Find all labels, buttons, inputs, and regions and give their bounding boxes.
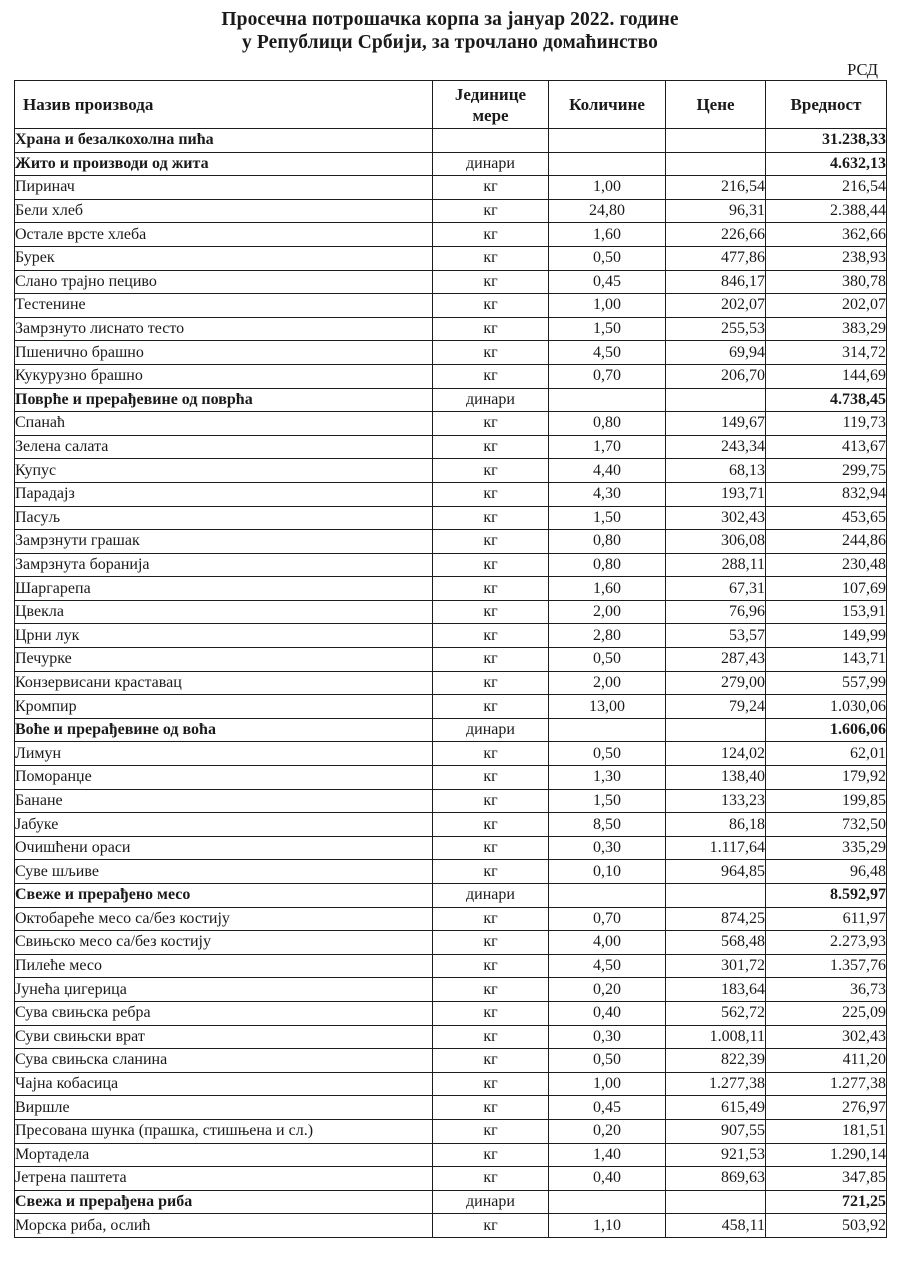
quantity-cell: 13,00 <box>549 695 666 719</box>
table-row <box>15 1025 887 1049</box>
table-row <box>15 294 887 318</box>
value-cell: 216,54 <box>766 176 887 200</box>
table-row <box>15 789 887 813</box>
unit-cell: динари <box>433 388 549 412</box>
table-row <box>15 648 887 672</box>
unit-cell: кг <box>433 341 549 365</box>
table-row <box>15 435 887 459</box>
unit-cell: динари <box>433 884 549 908</box>
quantity-cell: 0,80 <box>549 553 666 577</box>
unit-cell <box>433 129 549 153</box>
quantity-cell <box>549 1190 666 1214</box>
price-cell: 301,72 <box>666 954 766 978</box>
unit-cell: кг <box>433 1072 549 1096</box>
quantity-cell: 1,60 <box>549 223 666 247</box>
table-row <box>15 742 887 766</box>
unit-cell: кг <box>433 1214 549 1238</box>
value-cell: 347,85 <box>766 1167 887 1191</box>
quantity-cell: 8,50 <box>549 813 666 837</box>
product-name-cell: Морска риба, ослић <box>15 1214 433 1238</box>
unit-cell: кг <box>433 1049 549 1073</box>
table-row <box>15 1096 887 1120</box>
product-name-cell: Воће и прерађевине од воћа <box>15 718 433 742</box>
product-name-cell: Поврће и прерађевине од поврћа <box>15 388 433 412</box>
product-name-cell: Чајна кобасица <box>15 1072 433 1096</box>
table-row <box>15 860 887 884</box>
price-cell: 193,71 <box>666 482 766 506</box>
product-name-cell: Кукурузно брашно <box>15 364 433 388</box>
unit-cell: кг <box>433 1001 549 1025</box>
unit-cell: кг <box>433 364 549 388</box>
price-cell: 1.277,38 <box>666 1072 766 1096</box>
value-cell: 557,99 <box>766 671 887 695</box>
price-cell <box>666 718 766 742</box>
table-row <box>15 836 887 860</box>
unit-cell: динари <box>433 1190 549 1214</box>
price-cell: 149,67 <box>666 412 766 436</box>
table-row <box>15 364 887 388</box>
value-cell: 411,20 <box>766 1049 887 1073</box>
price-cell: 79,24 <box>666 695 766 719</box>
value-cell: 1.606,06 <box>766 718 887 742</box>
unit-cell: кг <box>433 1167 549 1191</box>
table-row <box>15 341 887 365</box>
unit-cell: кг <box>433 836 549 860</box>
value-cell: 302,43 <box>766 1025 887 1049</box>
quantity-cell: 2,80 <box>549 624 666 648</box>
product-name-cell: Парадајз <box>15 482 433 506</box>
value-cell: 149,99 <box>766 624 887 648</box>
price-cell: 1.008,11 <box>666 1025 766 1049</box>
table-row <box>15 954 887 978</box>
unit-cell: кг <box>433 695 549 719</box>
product-name-cell: Свежа и прерађена риба <box>15 1190 433 1214</box>
quantity-cell: 1,50 <box>549 789 666 813</box>
value-cell: 225,09 <box>766 1001 887 1025</box>
value-cell: 2.273,93 <box>766 931 887 955</box>
price-cell <box>666 129 766 153</box>
product-name-cell: Пшенично брашно <box>15 341 433 365</box>
price-cell: 458,11 <box>666 1214 766 1238</box>
product-name-cell: Пилеће месо <box>15 954 433 978</box>
product-name-cell: Пиринач <box>15 176 433 200</box>
category-row <box>15 718 887 742</box>
value-cell: 62,01 <box>766 742 887 766</box>
product-name-cell: Цвекла <box>15 600 433 624</box>
table-row <box>15 1143 887 1167</box>
product-name-cell: Сува свињска сланина <box>15 1049 433 1073</box>
unit-cell: динари <box>433 718 549 742</box>
quantity-cell: 1,50 <box>549 506 666 530</box>
table-row <box>15 766 887 790</box>
price-cell: 68,13 <box>666 459 766 483</box>
basket-table-body <box>15 129 887 1238</box>
unit-cell: кг <box>433 600 549 624</box>
category-row <box>15 129 887 153</box>
table-row <box>15 176 887 200</box>
unit-cell: кг <box>433 1096 549 1120</box>
category-row <box>15 1190 887 1214</box>
price-cell: 243,34 <box>666 435 766 459</box>
header-quantity: Количине <box>549 81 666 129</box>
product-name-cell: Купус <box>15 459 433 483</box>
product-name-cell: Поморанџе <box>15 766 433 790</box>
quantity-cell: 0,50 <box>549 742 666 766</box>
quantity-cell: 1,10 <box>549 1214 666 1238</box>
quantity-cell: 4,00 <box>549 931 666 955</box>
price-cell: 1.117,64 <box>666 836 766 860</box>
unit-cell: кг <box>433 176 549 200</box>
table-row <box>15 978 887 1002</box>
value-cell: 202,07 <box>766 294 887 318</box>
product-name-cell: Жито и производи од жита <box>15 152 433 176</box>
product-name-cell: Мортадела <box>15 1143 433 1167</box>
product-name-cell: Храна и безалкохолна пића <box>15 129 433 153</box>
consumer-basket-table <box>14 80 887 1238</box>
quantity-cell: 1,40 <box>549 1143 666 1167</box>
price-cell: 138,40 <box>666 766 766 790</box>
price-cell: 907,55 <box>666 1119 766 1143</box>
quantity-cell: 0,50 <box>549 246 666 270</box>
unit-cell: кг <box>433 223 549 247</box>
table-row <box>15 530 887 554</box>
value-cell: 299,75 <box>766 459 887 483</box>
value-cell: 2.388,44 <box>766 199 887 223</box>
table-row <box>15 600 887 624</box>
product-name-cell: Октобареће месо са/без костију <box>15 907 433 931</box>
value-cell: 276,97 <box>766 1096 887 1120</box>
unit-cell: кг <box>433 294 549 318</box>
price-cell: 133,23 <box>666 789 766 813</box>
value-cell: 199,85 <box>766 789 887 813</box>
table-row <box>15 1119 887 1143</box>
table-row <box>15 553 887 577</box>
table-row <box>15 907 887 931</box>
value-cell: 383,29 <box>766 317 887 341</box>
unit-cell: кг <box>433 766 549 790</box>
quantity-cell <box>549 718 666 742</box>
price-cell: 76,96 <box>666 600 766 624</box>
quantity-cell: 0,20 <box>549 1119 666 1143</box>
unit-cell: кг <box>433 530 549 554</box>
quantity-cell: 4,50 <box>549 341 666 365</box>
product-name-cell: Зелена салата <box>15 435 433 459</box>
product-name-cell: Пасуљ <box>15 506 433 530</box>
price-cell: 306,08 <box>666 530 766 554</box>
quantity-cell: 0,40 <box>549 1001 666 1025</box>
price-cell: 288,11 <box>666 553 766 577</box>
header-row <box>15 81 887 129</box>
table-row <box>15 223 887 247</box>
price-cell <box>666 388 766 412</box>
quantity-cell: 0,30 <box>549 1025 666 1049</box>
quantity-cell: 4,40 <box>549 459 666 483</box>
product-name-cell: Лимун <box>15 742 433 766</box>
product-name-cell: Банане <box>15 789 433 813</box>
table-row <box>15 813 887 837</box>
quantity-cell: 0,45 <box>549 270 666 294</box>
quantity-cell: 0,70 <box>549 364 666 388</box>
price-cell: 96,31 <box>666 199 766 223</box>
unit-cell: кг <box>433 317 549 341</box>
price-cell: 206,70 <box>666 364 766 388</box>
product-name-cell: Бурек <box>15 246 433 270</box>
value-cell: 503,92 <box>766 1214 887 1238</box>
quantity-cell: 0,50 <box>549 648 666 672</box>
product-name-cell: Виршле <box>15 1096 433 1120</box>
price-cell <box>666 1190 766 1214</box>
quantity-cell: 4,50 <box>549 954 666 978</box>
currency-label: РСД <box>847 60 878 79</box>
unit-cell: кг <box>433 459 549 483</box>
unit-cell: кг <box>433 270 549 294</box>
quantity-cell: 1,60 <box>549 577 666 601</box>
unit-cell: кг <box>433 860 549 884</box>
price-cell: 183,64 <box>666 978 766 1002</box>
value-cell: 335,29 <box>766 836 887 860</box>
unit-cell: кг <box>433 954 549 978</box>
unit-cell: кг <box>433 931 549 955</box>
value-cell: 832,94 <box>766 482 887 506</box>
quantity-cell: 4,30 <box>549 482 666 506</box>
unit-cell: кг <box>433 813 549 837</box>
price-cell: 216,54 <box>666 176 766 200</box>
table-row <box>15 459 887 483</box>
title-line-2: у Републици Србији, за трочлано домаћинство <box>242 32 658 53</box>
product-name-cell: Конзервисани краставац <box>15 671 433 695</box>
unit-cell: кг <box>433 412 549 436</box>
product-name-cell: Замрзнута боранија <box>15 553 433 577</box>
unit-cell: кг <box>433 482 549 506</box>
table-row <box>15 506 887 530</box>
quantity-cell <box>549 129 666 153</box>
product-name-cell: Јунећа џигерица <box>15 978 433 1002</box>
quantity-cell: 0,10 <box>549 860 666 884</box>
price-cell: 302,43 <box>666 506 766 530</box>
category-row <box>15 388 887 412</box>
product-name-cell: Бели хлеб <box>15 199 433 223</box>
value-cell: 1.030,06 <box>766 695 887 719</box>
quantity-cell: 0,30 <box>549 836 666 860</box>
table-row <box>15 270 887 294</box>
product-name-cell: Свињско месо са/без костију <box>15 931 433 955</box>
table-header <box>15 81 887 129</box>
unit-cell: кг <box>433 577 549 601</box>
table-row <box>15 1167 887 1191</box>
product-name-cell: Јетрена паштета <box>15 1167 433 1191</box>
product-name-cell: Замрзнути грашак <box>15 530 433 554</box>
price-cell: 477,86 <box>666 246 766 270</box>
title-line-1: Просечна потрошачка корпа за јануар 2022. године <box>221 9 679 30</box>
quantity-cell: 0,45 <box>549 1096 666 1120</box>
table-row <box>15 246 887 270</box>
header-product-name: Назив производа <box>15 81 433 129</box>
quantity-cell: 0,40 <box>549 1167 666 1191</box>
quantity-cell <box>549 388 666 412</box>
product-name-cell: Остале врсте хлеба <box>15 223 433 247</box>
price-cell: 822,39 <box>666 1049 766 1073</box>
document-title <box>0 0 900 54</box>
quantity-cell: 0,80 <box>549 412 666 436</box>
quantity-cell: 1,50 <box>549 317 666 341</box>
quantity-cell <box>549 152 666 176</box>
price-cell: 202,07 <box>666 294 766 318</box>
value-cell: 244,86 <box>766 530 887 554</box>
price-cell: 287,43 <box>666 648 766 672</box>
product-name-cell: Црни лук <box>15 624 433 648</box>
price-cell <box>666 884 766 908</box>
category-row <box>15 152 887 176</box>
unit-cell: кг <box>433 506 549 530</box>
value-cell: 413,67 <box>766 435 887 459</box>
price-cell: 964,85 <box>666 860 766 884</box>
price-cell: 53,57 <box>666 624 766 648</box>
value-cell: 1.277,38 <box>766 1072 887 1096</box>
product-name-cell: Јабуке <box>15 813 433 837</box>
value-cell: 453,65 <box>766 506 887 530</box>
quantity-cell: 1,00 <box>549 176 666 200</box>
value-cell: 143,71 <box>766 648 887 672</box>
price-cell: 226,66 <box>666 223 766 247</box>
price-cell: 562,72 <box>666 1001 766 1025</box>
header-unit: Јединице мере <box>433 81 549 129</box>
quantity-cell: 2,00 <box>549 671 666 695</box>
quantity-cell: 1,70 <box>549 435 666 459</box>
price-cell <box>666 152 766 176</box>
price-cell: 86,18 <box>666 813 766 837</box>
unit-cell: кг <box>433 742 549 766</box>
value-cell: 732,50 <box>766 813 887 837</box>
unit-cell: кг <box>433 671 549 695</box>
value-cell: 181,51 <box>766 1119 887 1143</box>
header-price: Цене <box>666 81 766 129</box>
table-row <box>15 577 887 601</box>
value-cell: 4.632,13 <box>766 152 887 176</box>
price-cell: 874,25 <box>666 907 766 931</box>
value-cell: 721,25 <box>766 1190 887 1214</box>
quantity-cell: 1,30 <box>549 766 666 790</box>
value-cell: 107,69 <box>766 577 887 601</box>
value-cell: 230,48 <box>766 553 887 577</box>
value-cell: 380,78 <box>766 270 887 294</box>
value-cell: 314,72 <box>766 341 887 365</box>
table-row <box>15 695 887 719</box>
table-row <box>15 317 887 341</box>
table-row <box>15 482 887 506</box>
value-cell: 144,69 <box>766 364 887 388</box>
price-cell: 279,00 <box>666 671 766 695</box>
value-cell: 1.290,14 <box>766 1143 887 1167</box>
unit-cell: кг <box>433 246 549 270</box>
unit-cell: кг <box>433 648 549 672</box>
product-name-cell: Печурке <box>15 648 433 672</box>
category-row <box>15 884 887 908</box>
product-name-cell: Слано трајно пециво <box>15 270 433 294</box>
table-row <box>15 1214 887 1238</box>
unit-cell: кг <box>433 553 549 577</box>
quantity-cell: 0,70 <box>549 907 666 931</box>
value-cell: 119,73 <box>766 412 887 436</box>
unit-cell: кг <box>433 978 549 1002</box>
unit-cell: кг <box>433 1143 549 1167</box>
quantity-cell: 0,20 <box>549 978 666 1002</box>
header-value: Вредност <box>766 81 887 129</box>
table-row <box>15 671 887 695</box>
value-cell: 36,73 <box>766 978 887 1002</box>
quantity-cell <box>549 884 666 908</box>
price-cell: 869,63 <box>666 1167 766 1191</box>
price-cell: 615,49 <box>666 1096 766 1120</box>
quantity-cell: 0,80 <box>549 530 666 554</box>
price-cell: 921,53 <box>666 1143 766 1167</box>
unit-cell: динари <box>433 152 549 176</box>
table-row <box>15 412 887 436</box>
value-cell: 8.592,97 <box>766 884 887 908</box>
value-cell: 96,48 <box>766 860 887 884</box>
table-row <box>15 624 887 648</box>
price-cell: 69,94 <box>666 341 766 365</box>
product-name-cell: Замрзнуто лиснато тесто <box>15 317 433 341</box>
product-name-cell: Тестенине <box>15 294 433 318</box>
unit-cell: кг <box>433 435 549 459</box>
price-cell: 568,48 <box>666 931 766 955</box>
value-cell: 153,91 <box>766 600 887 624</box>
product-name-cell: Суве шљиве <box>15 860 433 884</box>
unit-cell: кг <box>433 1025 549 1049</box>
product-name-cell: Свеже и прерађено месо <box>15 884 433 908</box>
value-cell: 31.238,33 <box>766 129 887 153</box>
product-name-cell: Спанаћ <box>15 412 433 436</box>
table-row <box>15 1072 887 1096</box>
quantity-cell: 1,00 <box>549 1072 666 1096</box>
table-row <box>15 1049 887 1073</box>
quantity-cell: 1,00 <box>549 294 666 318</box>
unit-cell: кг <box>433 789 549 813</box>
product-name-cell: Шаргарепа <box>15 577 433 601</box>
value-cell: 238,93 <box>766 246 887 270</box>
product-name-cell: Сува свињска ребра <box>15 1001 433 1025</box>
product-name-cell: Пресована шунка (прашка, стишњена и сл.) <box>15 1119 433 1143</box>
table-row <box>15 1001 887 1025</box>
unit-cell: кг <box>433 199 549 223</box>
price-cell: 846,17 <box>666 270 766 294</box>
table-row <box>15 931 887 955</box>
value-cell: 362,66 <box>766 223 887 247</box>
price-cell: 255,53 <box>666 317 766 341</box>
unit-cell: кг <box>433 907 549 931</box>
table-row <box>15 199 887 223</box>
product-name-cell: Очишћени ораси <box>15 836 433 860</box>
value-cell: 1.357,76 <box>766 954 887 978</box>
unit-cell: кг <box>433 1119 549 1143</box>
price-cell: 67,31 <box>666 577 766 601</box>
quantity-cell: 0,50 <box>549 1049 666 1073</box>
value-cell: 4.738,45 <box>766 388 887 412</box>
quantity-cell: 2,00 <box>549 600 666 624</box>
value-cell: 611,97 <box>766 907 887 931</box>
unit-cell: кг <box>433 624 549 648</box>
value-cell: 179,92 <box>766 766 887 790</box>
product-name-cell: Кромпир <box>15 695 433 719</box>
quantity-cell: 24,80 <box>549 199 666 223</box>
price-cell: 124,02 <box>666 742 766 766</box>
product-name-cell: Суви свињски врат <box>15 1025 433 1049</box>
